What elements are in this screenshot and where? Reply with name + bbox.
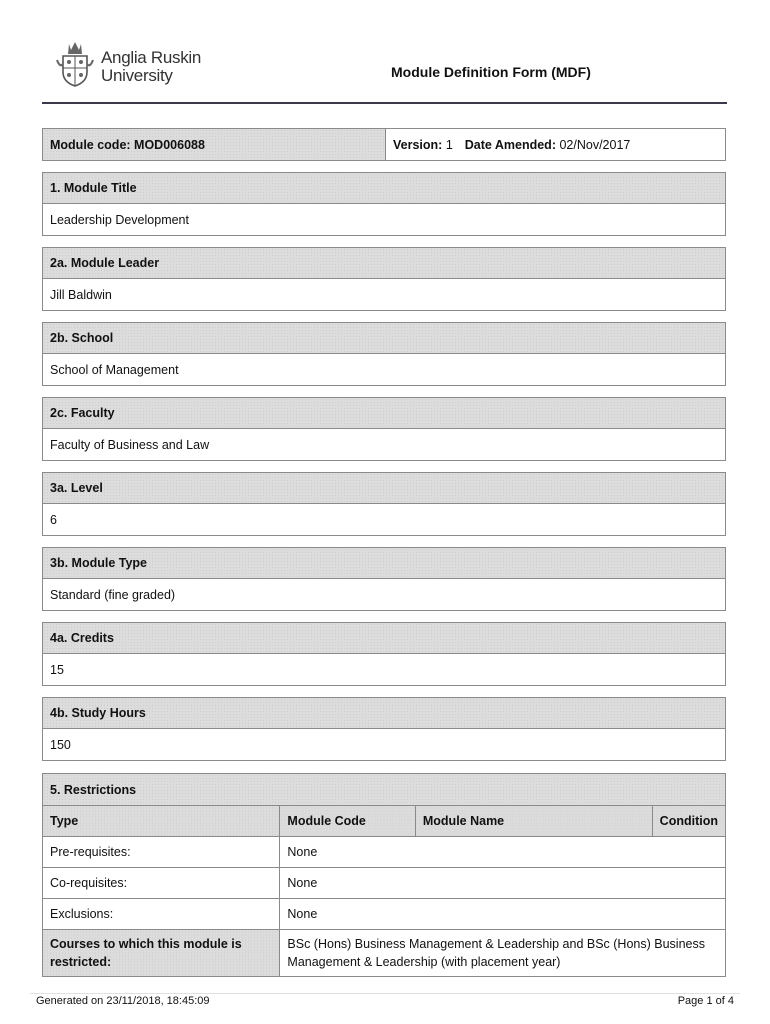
section-heading: 1. Module Title xyxy=(43,173,725,204)
module-code-cell xyxy=(43,129,386,160)
module-code-label: Module code: xyxy=(50,137,131,152)
section-heading: 4a. Credits xyxy=(43,623,725,654)
restriction-type: Co-requisites: xyxy=(43,868,280,899)
generated-timestamp: Generated on 23/11/2018, 18:45:09 xyxy=(36,995,210,1007)
table-row xyxy=(43,837,725,868)
section-faculty xyxy=(42,397,726,461)
section-heading: 5. Restrictions xyxy=(43,774,725,805)
date-amended-label: Date Amended: xyxy=(464,137,556,152)
restriction-value: None xyxy=(280,837,725,868)
version-value: 1 xyxy=(445,137,453,152)
section-heading: 4b. Study Hours xyxy=(43,698,725,729)
restriction-type: Pre-requisites: xyxy=(43,837,280,868)
column-header-module-code: Module Code xyxy=(280,806,415,837)
restriction-value: None xyxy=(280,899,725,930)
courses-restricted-value: BSc (Hons) Business Management & Leadership and BSc (Hons) Business Management & Leadership (with placement year) xyxy=(280,930,725,976)
section-heading: 2a. Module Leader xyxy=(43,248,725,279)
version-date-cell xyxy=(386,129,725,160)
page-number: Page 1 of 4 xyxy=(677,995,734,1007)
form-title: Module Definition Form (MDF) xyxy=(391,64,591,80)
section-value: Leadership Development xyxy=(50,212,189,227)
section-study-hours xyxy=(42,697,726,761)
section-heading: 2b. School xyxy=(43,323,725,354)
section-value: Jill Baldwin xyxy=(50,287,112,302)
module-code-row xyxy=(42,128,726,161)
section-credits xyxy=(42,622,726,686)
module-code-value: MOD006088 xyxy=(134,137,205,152)
restriction-type: Exclusions: xyxy=(43,899,280,930)
section-heading: 3b. Module Type xyxy=(43,548,725,579)
university-name-line2: University xyxy=(101,66,173,85)
table-row xyxy=(43,930,725,976)
crest-icon xyxy=(55,40,95,88)
section-school xyxy=(42,322,726,386)
footer-divider xyxy=(30,993,740,994)
section-module-leader xyxy=(42,247,726,311)
column-header-condition: Condition xyxy=(652,806,725,837)
section-heading: 3a. Level xyxy=(43,473,725,504)
header-divider xyxy=(42,102,727,104)
page-header xyxy=(0,0,770,104)
section-value: 15 xyxy=(50,662,64,677)
section-value: Standard (fine graded) xyxy=(50,587,176,602)
table-header-row xyxy=(43,806,725,837)
courses-restricted-label: Courses to which this module is restricted: xyxy=(43,930,280,976)
university-logo xyxy=(55,40,201,88)
section-heading: 2c. Faculty xyxy=(43,398,725,429)
section-value: Faculty of Business and Law xyxy=(50,437,210,452)
section-value: School of Management xyxy=(50,362,179,377)
section-module-type xyxy=(42,547,726,611)
version-label: Version: xyxy=(393,137,443,152)
restrictions-table xyxy=(43,805,725,976)
column-header-module-name: Module Name xyxy=(415,806,652,837)
table-row xyxy=(43,899,725,930)
column-header-type: Type xyxy=(43,806,280,837)
section-restrictions xyxy=(42,773,726,977)
section-level xyxy=(42,472,726,536)
restriction-value: None xyxy=(280,868,725,899)
section-value: 150 xyxy=(50,737,71,752)
date-amended-value: 02/Nov/2017 xyxy=(559,137,631,152)
university-name-line1: Anglia Ruskin xyxy=(101,48,202,67)
section-module-title xyxy=(42,172,726,236)
section-value: 6 xyxy=(50,512,57,527)
table-row xyxy=(43,868,725,899)
